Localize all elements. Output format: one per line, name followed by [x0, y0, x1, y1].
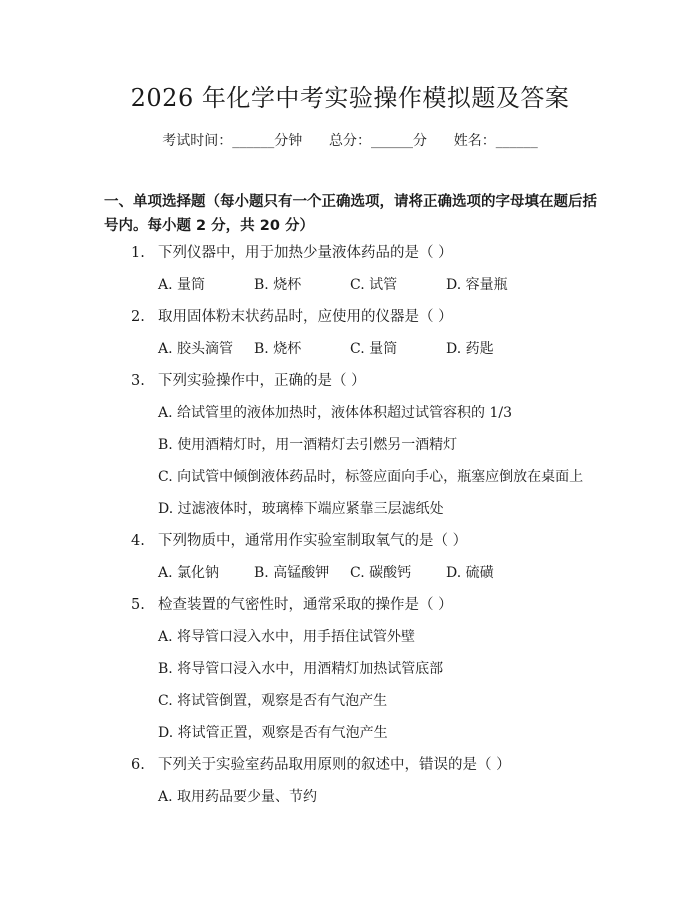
option: A. 取用药品要少量、节约	[158, 789, 318, 805]
option: B. 使用酒精灯时，用一酒精灯去引燃另一酒精灯	[158, 437, 458, 453]
total-score-label: 总分：______分	[329, 133, 427, 149]
question-number: 6.	[131, 757, 145, 773]
option: A. 给试管里的液体加热时，液体体积超过试管容积的 1/3	[158, 405, 512, 421]
question-text: 下列仪器中，用于加热少量液体药品的是（ ）	[158, 245, 453, 261]
student-name-label: 姓名：______	[453, 133, 538, 149]
section-heading: 一、单项选择题（每小题只有一个正确选项，请将正确选项的字母填在题后括号内。每小题 2 分，共 20 分）	[104, 194, 597, 234]
option: B. 高锰酸钾	[254, 565, 330, 581]
option: D. 过滤液体时，玻璃棒下端应紧靠三层滤纸处	[158, 501, 444, 517]
question-number: 2.	[131, 309, 145, 325]
question-5	[131, 595, 453, 615]
option: D. 硫磺	[446, 565, 494, 581]
question-number: 5.	[131, 597, 145, 613]
question-2	[131, 307, 453, 327]
question-text: 取用固体粉末状药品时，应使用的仪器是（ ）	[158, 309, 453, 325]
question-number: 1.	[131, 245, 145, 261]
option: A. 胶头滴管	[158, 341, 234, 357]
option: A. 量筒	[158, 277, 206, 293]
option: B. 烧杯	[254, 341, 302, 357]
option: A. 将导管口浸入水中，用手捂住试管外壁	[158, 629, 416, 645]
option: C. 将试管倒置，观察是否有气泡产生	[158, 693, 388, 709]
question-3	[131, 371, 366, 391]
option: A. 氯化钠	[158, 565, 220, 581]
option: D. 药匙	[446, 341, 494, 357]
question-1	[131, 243, 453, 263]
question-text: 下列关于实验室药品取用原则的叙述中，错误的是（ ）	[158, 757, 511, 773]
question-number: 3.	[131, 373, 145, 389]
question-number: 4.	[131, 533, 145, 549]
option: C. 碳酸钙	[350, 565, 412, 581]
option: C. 量筒	[350, 341, 398, 357]
question-4	[131, 531, 467, 551]
page-title: 2026 年化学中考实验操作模拟题及答案	[130, 84, 570, 112]
option: B. 烧杯	[254, 277, 302, 293]
exam-time-label: 考试时间：______分钟	[162, 133, 303, 149]
question-text: 检查装置的气密性时，通常采取的操作是（ ）	[158, 597, 453, 613]
question-text: 下列物质中，通常用作实验室制取氧气的是（ ）	[158, 533, 468, 549]
option: D. 将试管正置，观察是否有气泡产生	[158, 725, 388, 741]
exam-meta	[0, 131, 700, 151]
option: B. 将导管口浸入水中，用酒精灯加热试管底部	[158, 661, 444, 677]
question-6	[131, 755, 511, 775]
question-text: 下列实验操作中，正确的是（ ）	[158, 373, 366, 389]
option: D. 容量瓶	[446, 277, 508, 293]
option: C. 向试管中倾倒液体药品时，标签应面向手心，瓶塞应倒放在桌面上	[158, 469, 584, 485]
option: C. 试管	[350, 277, 398, 293]
